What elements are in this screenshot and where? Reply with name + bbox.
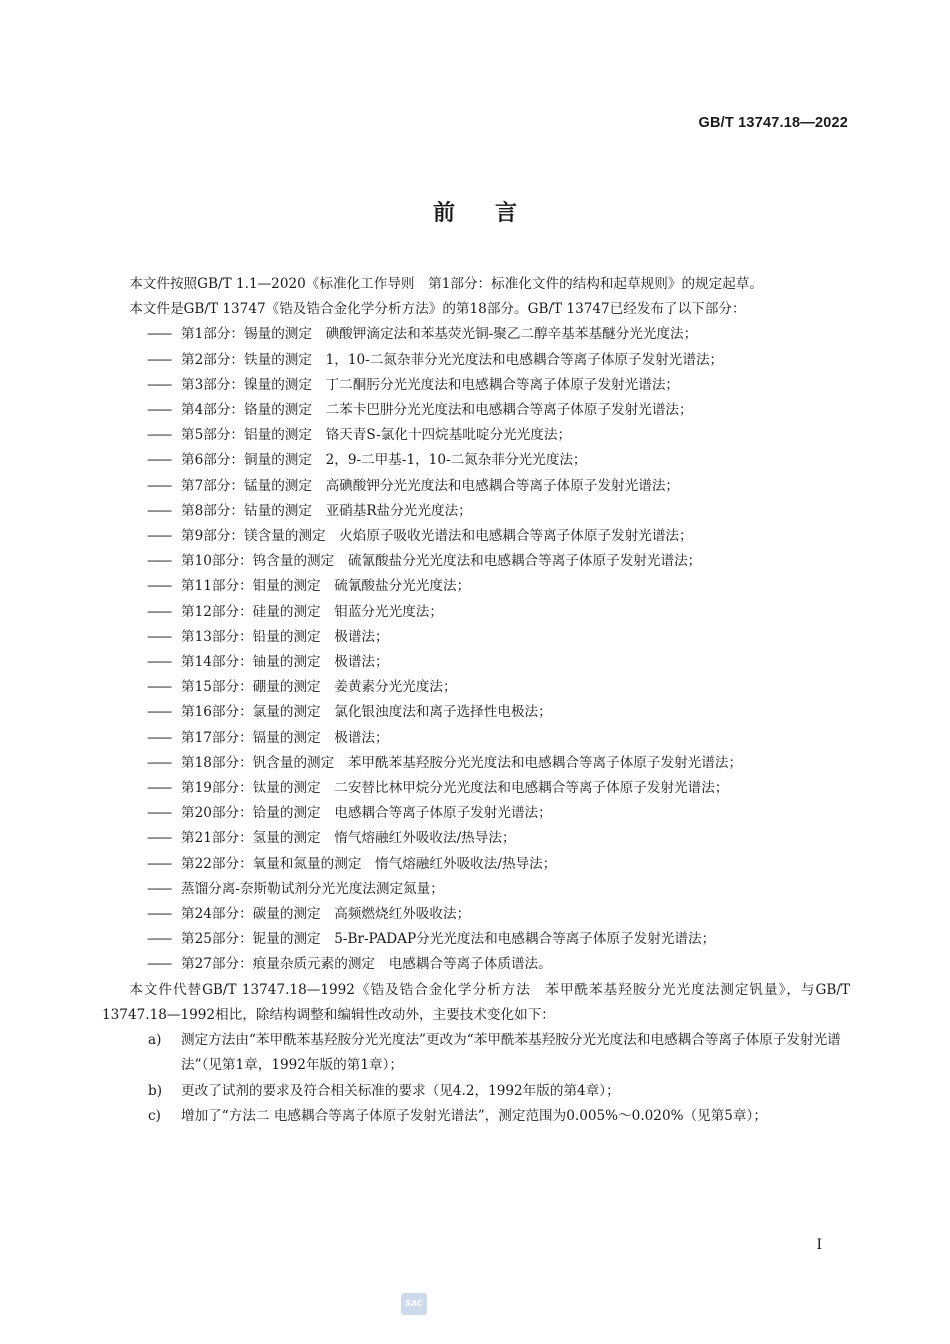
list-item <box>102 600 850 625</box>
list-item-text: 第17部分：镉量的测定 极谱法； <box>181 729 389 746</box>
list-item-text: 第12部分：硅量的测定 钼蓝分光光度法； <box>181 603 443 620</box>
list-dash: —— <box>147 603 171 620</box>
list-item <box>102 927 850 952</box>
list-dash: —— <box>147 906 171 923</box>
list-item <box>102 448 850 473</box>
list-item <box>102 650 850 675</box>
list-item <box>102 499 850 524</box>
list-item <box>102 801 850 826</box>
paragraph-series-intro: 本文件是GB/T 13747《锆及锆合金化学分析方法》的第18部分。GB/T 13747已经发布了以下部分： <box>129 301 746 318</box>
list-item-text: 第3部分：镍量的测定 丁二酮肟分光光度法和电感耦合等离子体原子发射光谱法； <box>181 376 680 393</box>
list-item-text: 第21部分：氢量的测定 惰气熔融红外吸收法/热导法； <box>181 830 516 847</box>
list-item-text: 第25部分：铌量的测定 5-Br-PADAP分光光度法和电感耦合等离子体原子发射光谱法； <box>181 931 716 948</box>
change-marker: c) <box>148 1107 161 1124</box>
page-number: I <box>816 1237 822 1253</box>
list-item-text: 第22部分：氧量和氮量的测定 惰气熔融红外吸收法/热导法； <box>181 855 557 872</box>
list-dash: —— <box>147 553 171 570</box>
list-item <box>102 322 850 347</box>
list-item <box>102 625 850 650</box>
change-item <box>102 1028 850 1078</box>
list-dash: —— <box>147 502 171 519</box>
change-marker: b) <box>148 1082 163 1099</box>
list-item-text: 第8部分：钴量的测定 亚硝基R盐分光光度法； <box>181 502 472 519</box>
list-item-text: 蒸馏分离-奈斯勒试剂分光光度法测定氮量； <box>181 880 444 897</box>
list-item <box>102 726 850 751</box>
list-item <box>102 852 850 877</box>
list-item <box>102 524 850 549</box>
list-item <box>102 952 850 977</box>
list-item-text: 第4部分：铬量的测定 二苯卡巴肼分光光度法和电感耦合等离子体原子发射光谱法； <box>181 402 693 419</box>
list-item-text: 第16部分：氯量的测定 氯化银浊度法和离子选择性电极法； <box>181 704 552 721</box>
list-item-text: 第24部分：碳量的测定 高频燃烧红外吸收法； <box>181 906 471 923</box>
list-dash: —— <box>147 326 171 343</box>
list-item-text: 第10部分：钨含量的测定 硫氰酸盐分光光度法和电感耦合等离子体原子发射光谱法； <box>181 553 702 570</box>
list-item-text: 第18部分：钒含量的测定 苯甲酰苯基羟胺分光光度法和电感耦合等离子体原子发射光谱法； <box>181 754 743 771</box>
list-dash: —— <box>147 754 171 771</box>
list-item <box>102 549 850 574</box>
list-item-text: 第20部分：铪量的测定 电感耦合等离子体原子发射光谱法； <box>181 805 552 822</box>
sac-logo: SAC <box>401 1293 427 1315</box>
list-item <box>102 348 850 373</box>
list-dash: —— <box>147 628 171 645</box>
list-dash: —— <box>147 830 171 847</box>
list-item <box>102 474 850 499</box>
paragraph-replacement: 本文件代替GB/T 13747.18—1992《锆及锆合金化学分析方法 苯甲酰苯基羟胺分光光度法测定钒量》，与GB/T 13747.18—1992相比，除结构调整和编辑性改动外，主要技术变化如下： <box>102 981 850 1023</box>
list-dash: —— <box>147 729 171 746</box>
list-dash: —— <box>147 351 171 368</box>
list-item <box>102 398 850 423</box>
list-item-text: 第6部分：铜量的测定 2，9-二甲基-1，10-二氮杂菲分光光度法； <box>181 452 587 469</box>
list-dash: —— <box>147 805 171 822</box>
change-text: 更改了试剂的要求及符合相关标准的要求（见4.2，1992年版的第4章）； <box>181 1082 620 1099</box>
list-item-text: 第15部分：硼量的测定 姜黄素分光光度法； <box>181 679 457 696</box>
list-item-text: 第5部分：铝量的测定 铬天青S-氯化十四烷基吡啶分光光度法； <box>181 427 572 444</box>
page-title: 前言 <box>432 201 557 226</box>
list-item-text: 第11部分：钼量的测定 硫氰酸盐分光光度法； <box>181 578 471 595</box>
list-dash: —— <box>147 880 171 897</box>
list-dash: —— <box>147 578 171 595</box>
list-item-text: 第27部分：痕量杂质元素的测定 电感耦合等离子体质谱法。 <box>181 956 552 973</box>
list-dash: —— <box>147 931 171 948</box>
list-item-text: 第19部分：钛量的测定 二安替比林甲烷分光光度法和电感耦合等离子体原子发射光谱法； <box>181 780 729 797</box>
list-dash: —— <box>147 376 171 393</box>
list-dash: —— <box>147 402 171 419</box>
change-item <box>102 1104 850 1129</box>
list-item <box>102 423 850 448</box>
standard-number: GB/T 13747.18—2022 <box>698 115 848 131</box>
list-item-text: 第2部分：铁量的测定 1，10-二氮杂菲分光光度法和电感耦合等离子体原子发射光谱法； <box>181 351 724 368</box>
document-body <box>102 272 850 1129</box>
list-item <box>102 902 850 927</box>
change-marker: a) <box>148 1032 162 1049</box>
change-item <box>102 1079 850 1104</box>
list-item <box>102 826 850 851</box>
list-item-text: 第1部分：锡量的测定 碘酸钾滴定法和苯基荧光铜-聚乙二醇辛基苯基醚分光光度法； <box>181 326 698 343</box>
change-text: 增加了“方法二 电感耦合等离子体原子发射光谱法”，测定范围为0.005%～0.020%（见第5章）； <box>181 1107 767 1124</box>
list-item <box>102 700 850 725</box>
list-item-text: 第14部分：铀量的测定 极谱法； <box>181 654 389 671</box>
list-dash: —— <box>147 855 171 872</box>
list-item-text: 第9部分：镁含量的测定 火焰原子吸收光谱法和电感耦合等离子体原子发射光谱法； <box>181 528 693 545</box>
list-dash: —— <box>147 956 171 973</box>
list-item <box>102 675 850 700</box>
list-dash: —— <box>147 704 171 721</box>
parts-list <box>102 322 850 977</box>
list-item-text: 第13部分：铅量的测定 极谱法； <box>181 628 389 645</box>
list-item <box>102 373 850 398</box>
list-dash: —— <box>147 427 171 444</box>
list-dash: —— <box>147 528 171 545</box>
list-dash: —— <box>147 452 171 469</box>
list-dash: —— <box>147 679 171 696</box>
list-dash: —— <box>147 654 171 671</box>
list-item <box>102 776 850 801</box>
list-item <box>102 877 850 902</box>
list-item <box>102 751 850 776</box>
list-item-text: 第7部分：锰量的测定 高碘酸钾分光光度法和电感耦合等离子体原子发射光谱法； <box>181 477 680 494</box>
list-item <box>102 574 850 599</box>
changes-list <box>102 1028 850 1129</box>
list-dash: —— <box>147 780 171 797</box>
paragraph-drafting-rule: 本文件按照GB/T 1.1—2020《标准化工作导则 第1部分：标准化文件的结构和起草规则》的规定起草。 <box>129 276 764 292</box>
change-text: 测定方法由“苯甲酰苯基羟胺分光光度法”更改为“苯甲酰苯基羟胺分光光度法和电感耦合等离子体原子发射光谱法”（见第1章，1992年版的第1章）； <box>181 1032 841 1074</box>
list-dash: —— <box>147 477 171 494</box>
